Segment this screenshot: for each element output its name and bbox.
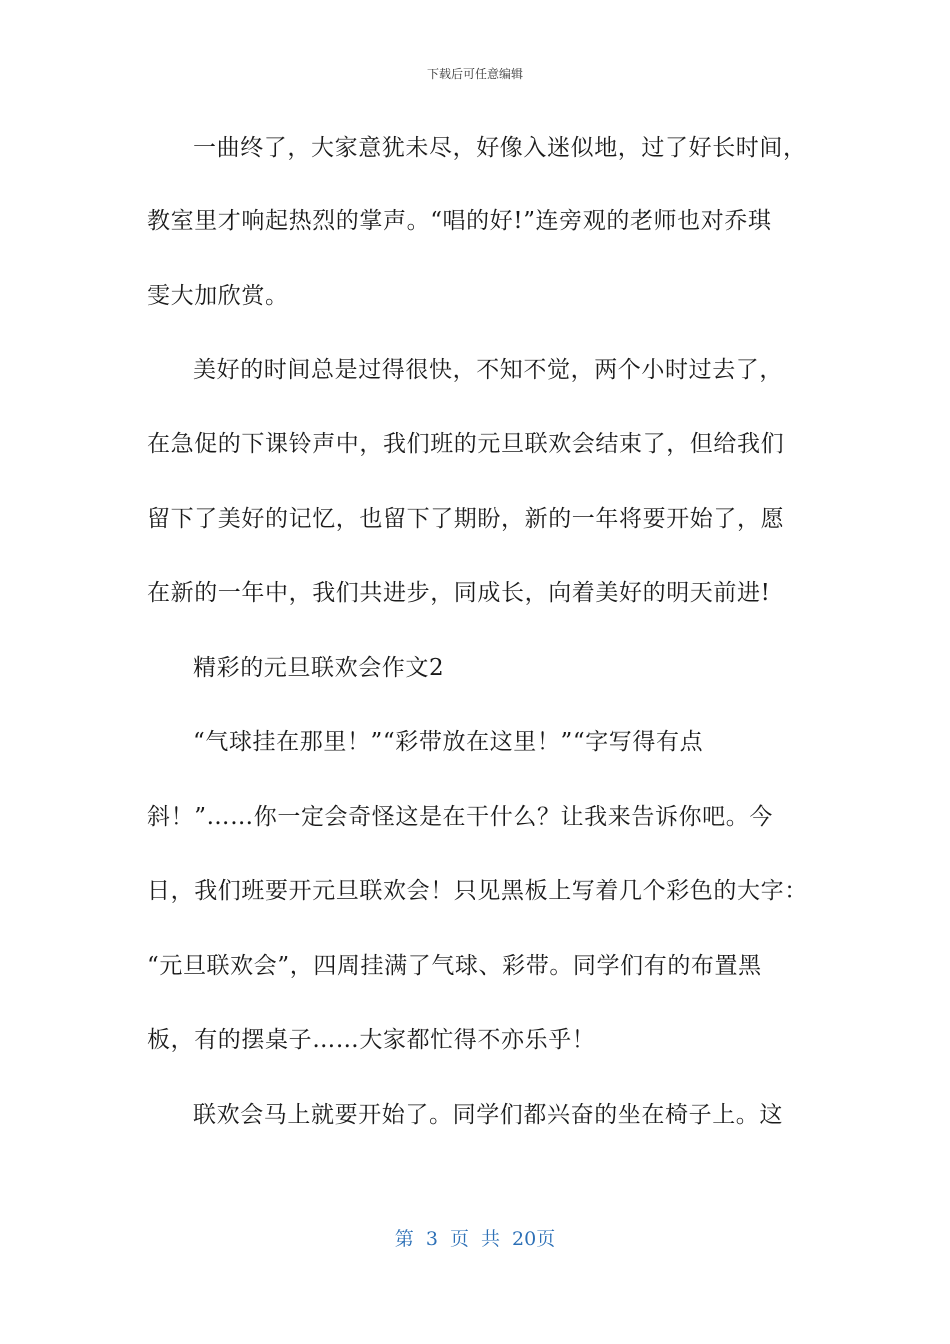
text-line: 板，有的摆桌子……大家都忙得不亦乐乎！ [147,1027,596,1053]
text-line: 雯大加欣赏。 [147,283,289,309]
page-number-footer: 第 3 页 共 20页 [394,1228,556,1250]
text-line: “元旦联欢会”，四周挂满了气球、彩带。同学们有的布置黑 [147,953,762,979]
text-line: 在新的一年中，我们共进步，同成长，向着美好的明天前进! [147,580,771,606]
text-line: 留下了美好的记忆，也留下了期盼，新的一年将要开始了，愿 [147,506,785,532]
text-line: 斜！”……你一定会奇怪这是在干什么？让我来告诉你吧。今 [147,804,773,830]
text-line: 在急促的下课铃声中，我们班的元旦联欢会结束了，但给我们 [147,431,785,457]
text-line: 日，我们班要开元旦联欢会！只见黑板上写着几个彩色的大字： [147,878,808,904]
text-line: “气球挂在那里！”“彩带放在这里！”“字写得有点 [193,729,704,755]
section-title: 精彩的元旦联欢会作文2 [193,655,445,681]
text-line: 美好的时间总是过得很快，不知不觉，两个小时过去了， [193,357,783,383]
text-line: 教室里才响起热烈的掌声。“唱的好!”连旁观的老师也对乔琪 [147,208,772,234]
text-line: 一曲终了，大家意犹未尽，好像入迷似地，过了好长时间， [193,135,807,161]
page-header-note: 下载后可任意编辑 [426,67,523,81]
text-line: 联欢会马上就要开始了。同学们都兴奋的坐在椅子上。这 [193,1102,783,1128]
